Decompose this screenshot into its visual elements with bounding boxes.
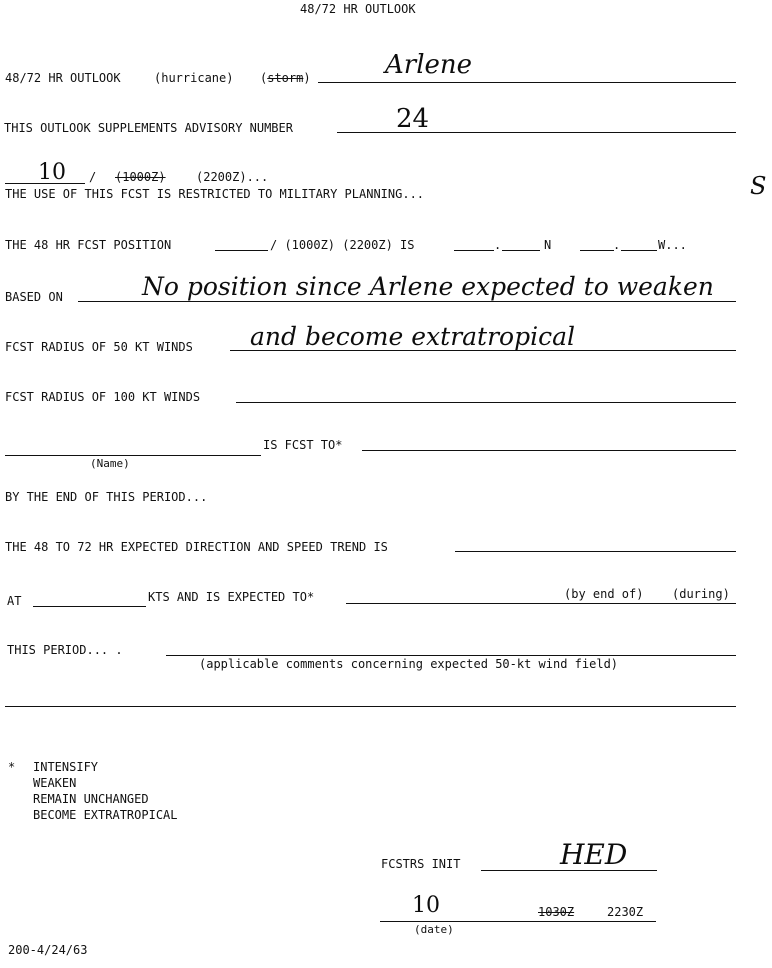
date-caption: (date) [414,923,454,936]
position-label: THE 48 HR FCST POSITION [5,238,172,252]
expected-to-label: KTS AND IS EXPECTED TO* [148,590,315,604]
is-fcst-label: IS FCST TO* [263,438,343,452]
option-weaken: WEAKEN [33,776,77,790]
lat-deg-line [454,250,494,251]
advisory-label: THIS OUTLOOK SUPPLEMENTS ADVISORY NUMBER [4,121,293,135]
form-number: 200-4/24/63 [8,943,88,957]
struck-1030z: 1030Z [538,905,575,919]
advisory-number-value: 24 [396,104,430,134]
radius100-line [236,402,736,403]
n-label: N [544,238,552,252]
margin-mark: S [750,172,767,200]
storm-name-value: Arlene [385,50,473,80]
w-label: W... [658,238,687,252]
option-remain-unchanged: REMAIN UNCHANGED [33,792,149,806]
radius100-label: FCST RADIUS OF 100 KT WINDS [5,390,201,404]
outlook-label: 48/72 HR OUTLOOK [5,71,121,85]
page-title: 48/72 HR OUTLOOK [300,2,416,16]
by-end-text: BY THE END OF THIS PERIOD... [5,490,208,504]
lon-deg-line [580,250,614,251]
struck-1000z: (1000Z) [115,170,166,184]
option-become-extratropical: BECOME EXTRATROPICAL [33,808,178,822]
during-option: (during) [672,587,730,601]
period-line-2 [5,706,736,707]
position-day-line [215,250,268,251]
storm-option: (storm) [260,71,311,85]
time-2230z: 2230Z [607,905,644,919]
time-value: 10 [38,160,66,185]
based-on-value: No position since Arlene expected to weaken [142,272,714,301]
trend-label: THE 48 TO 72 HR EXPECTED DIRECTION AND SPEED TREND IS [5,540,388,554]
lat-min-line [502,250,540,251]
kts-line [33,606,146,607]
time-2200z: (2200Z)... [196,170,269,184]
period-line [166,655,736,656]
based-on-label: BASED ON [5,290,63,304]
radius50-label: FCST RADIUS OF 50 KT WINDS [5,340,193,354]
lon-min-line [621,250,657,251]
forecaster-value: HED [560,838,628,871]
lat-dot: . [494,238,502,252]
is-fcst-line [362,450,736,451]
date-value: 10 [412,893,440,918]
storm-name-line [318,82,736,83]
date-line [380,921,656,922]
option-intensify: INTENSIFY [33,760,99,774]
time-line [5,183,85,184]
lon-dot: . [613,238,621,252]
hurricane-option: (hurricane) [154,71,234,85]
time-slash: / [89,170,97,184]
name-line [5,455,261,456]
radius50-value: and become extratropical [250,322,575,351]
period-label: THIS PERIOD... . [7,643,123,657]
options-asterisk: * [8,760,16,774]
position-mid-text: / (1000Z) (2200Z) IS [270,238,415,252]
name-caption: (Name) [90,457,130,470]
based-on-line [78,301,736,302]
by-end-of-option: (by end of) [564,587,644,601]
forecaster-label: FCSTRS INIT [381,857,461,871]
expected-to-line [346,603,736,604]
at-label: AT [7,594,22,608]
trend-line [455,551,736,552]
period-caption: (applicable comments concerning expected 50-kt wind field) [199,657,619,671]
restriction-text: THE USE OF THIS FCST IS RESTRICTED TO MILITARY PLANNING... [5,187,425,201]
